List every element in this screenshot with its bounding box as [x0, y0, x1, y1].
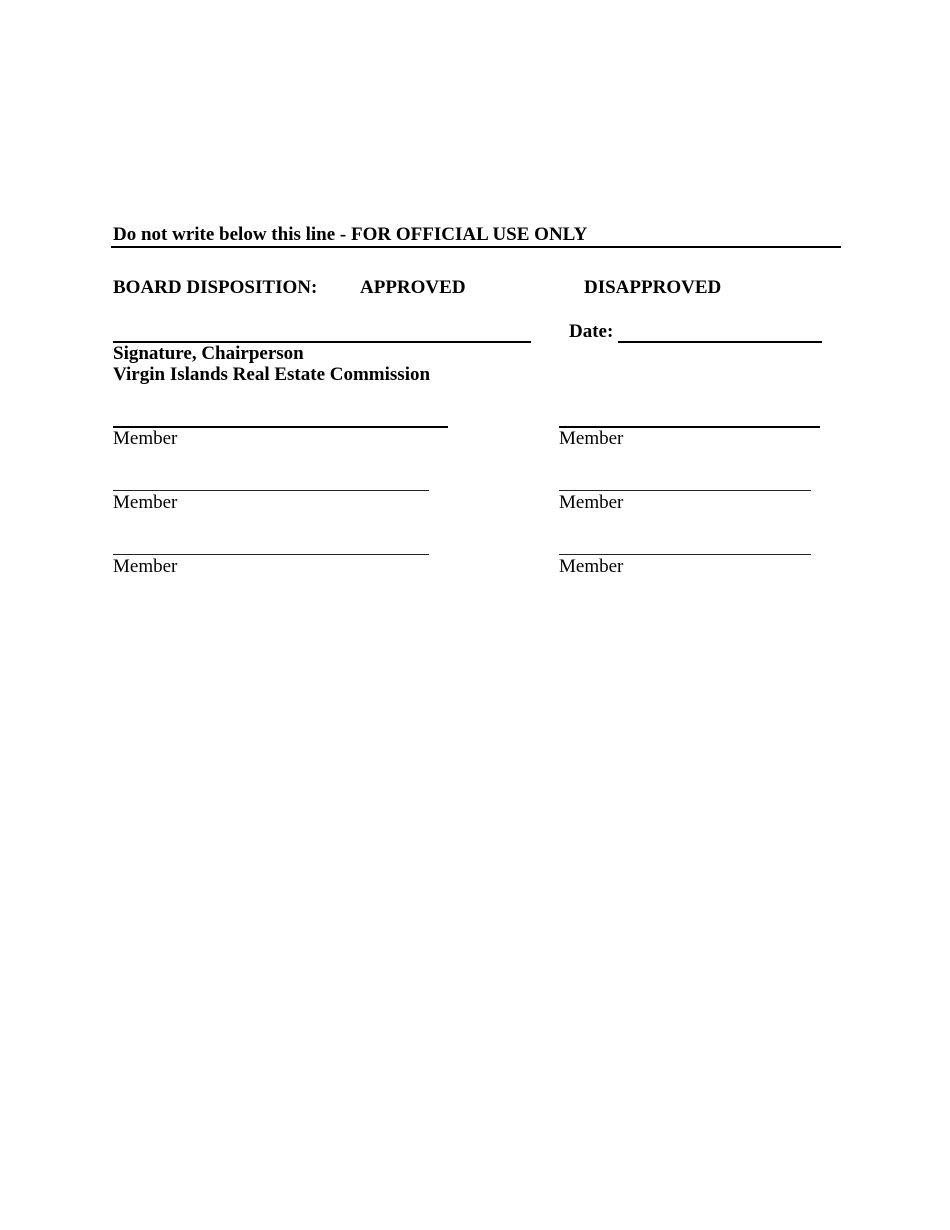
member-signature-line-2-right[interactable]: [559, 490, 811, 491]
member-signature-line-3-right[interactable]: [559, 554, 811, 555]
member-label-2-left: Member: [113, 492, 178, 513]
date-label: Date:: [569, 321, 614, 342]
member-label-1-right: Member: [559, 428, 624, 449]
disapproved-option[interactable]: DISAPPROVED: [584, 277, 722, 298]
board-disposition-label: BOARD DISPOSITION:: [113, 277, 318, 298]
member-label-1-left: Member: [113, 428, 178, 449]
official-use-divider: [111, 246, 841, 248]
member-label-3-right: Member: [559, 556, 624, 577]
official-use-heading: Do not write below this line - FOR OFFICIAL USE ONLY: [113, 224, 588, 245]
approved-option[interactable]: APPROVED: [360, 277, 466, 298]
member-label-2-right: Member: [559, 492, 624, 513]
member-signature-line-3-left[interactable]: [113, 554, 429, 555]
member-signature-line-2-left[interactable]: [113, 490, 429, 491]
chairperson-signature-label: Signature, Chairperson: [113, 343, 304, 364]
date-line[interactable]: [618, 341, 822, 343]
commission-name: Virgin Islands Real Estate Commission: [113, 364, 431, 385]
member-label-3-left: Member: [113, 556, 178, 577]
